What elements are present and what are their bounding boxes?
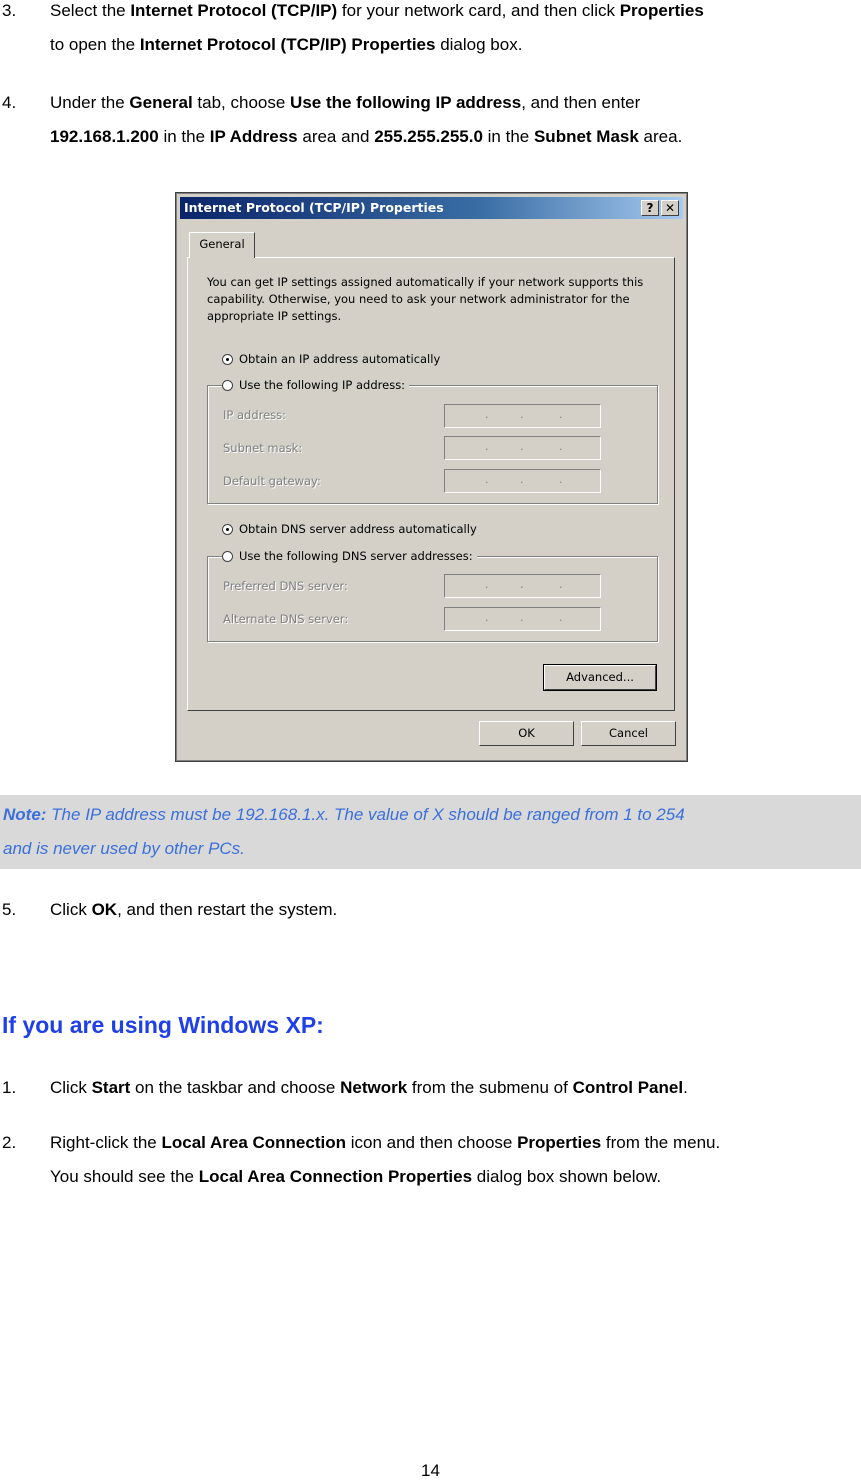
step-text: Under the General tab, choose Use the following IP address, and then enter 192.168.1.200 in the IP Address area and 255.255.255.0 in the Subnet Mask area. [50, 93, 683, 146]
step-number: 4. [2, 93, 17, 112]
default-gateway-label: Default gateway: [223, 474, 321, 488]
note-box [0, 795, 861, 869]
subnet-mask-label: Subnet mask: [223, 441, 303, 455]
radio-use-static-ip[interactable] [222, 378, 409, 392]
note-label: Note: [3, 805, 47, 824]
dialog-title: Internet Protocol (TCP/IP) Properties [184, 200, 444, 215]
advanced-button[interactable]: Advanced... [544, 665, 656, 690]
section-heading: If you are using Windows XP: [2, 1012, 324, 1038]
step-text: Select the Internet Protocol (TCP/IP) for your network card, and then click Properties to open the Internet Protocol (TCP/IP) Properties dialog box. [50, 1, 704, 54]
ok-button[interactable]: OK [479, 721, 574, 746]
dialog-titlebar [180, 197, 683, 219]
default-gateway-field[interactable]: . . . [444, 469, 601, 493]
ip-address-label: IP address: [223, 408, 287, 422]
radio-selected-icon [222, 354, 233, 365]
cancel-button[interactable]: Cancel [581, 721, 676, 746]
radio-label: Use the following DNS server addresses: [239, 549, 473, 563]
step-number: 2. [2, 1133, 17, 1152]
note-text: Note: The IP address must be 192.168.1.x. The value of X should be ranged from 1 to 254 and is never used by other PCs. [3, 805, 685, 858]
radio-label: Obtain an IP address automatically [239, 352, 441, 366]
step-number: 5. [2, 900, 17, 919]
page-number: 14 [421, 1461, 440, 1480]
radio-use-static-dns[interactable] [222, 549, 477, 563]
alternate-dns-label: Alternate DNS server: [223, 612, 349, 626]
ip-address-field[interactable]: . . . [444, 404, 601, 428]
alternate-dns-field[interactable]: . . . [444, 607, 601, 631]
preferred-dns-field[interactable]: . . . [444, 574, 601, 598]
radio-label: Use the following IP address: [239, 378, 406, 392]
step-text: Click Start on the taskbar and choose Network from the submenu of Control Panel. [50, 1078, 688, 1097]
radio-unselected-icon [222, 380, 233, 391]
radio-label: Obtain DNS server address automatically [239, 522, 477, 536]
radio-selected-icon [222, 524, 233, 535]
step-number: 1. [2, 1078, 17, 1097]
subnet-mask-field[interactable]: . . . [444, 436, 601, 460]
radio-obtain-dns-auto[interactable] [222, 522, 481, 536]
tab-general[interactable]: General [189, 232, 255, 258]
step-text: Right-click the Local Area Connection icon and then choose Properties from the menu. You should see the Local Area Connection Properties dialog box shown below. [50, 1133, 721, 1186]
radio-unselected-icon [222, 551, 233, 562]
preferred-dns-label: Preferred DNS server: [223, 579, 348, 593]
intro-text: You can get IP settings assigned automatically if your network supports this capability. Otherwise, you need to ask your network administrator for the appropriate IP settings. [207, 275, 644, 323]
step-number: 3. [2, 1, 17, 20]
close-icon[interactable]: ✕ [661, 200, 679, 216]
step-text: Click OK, and then restart the system. [50, 900, 338, 919]
radio-obtain-ip-auto[interactable] [222, 352, 444, 366]
help-icon[interactable]: ? [641, 200, 659, 216]
tcpip-properties-dialog [176, 193, 687, 761]
